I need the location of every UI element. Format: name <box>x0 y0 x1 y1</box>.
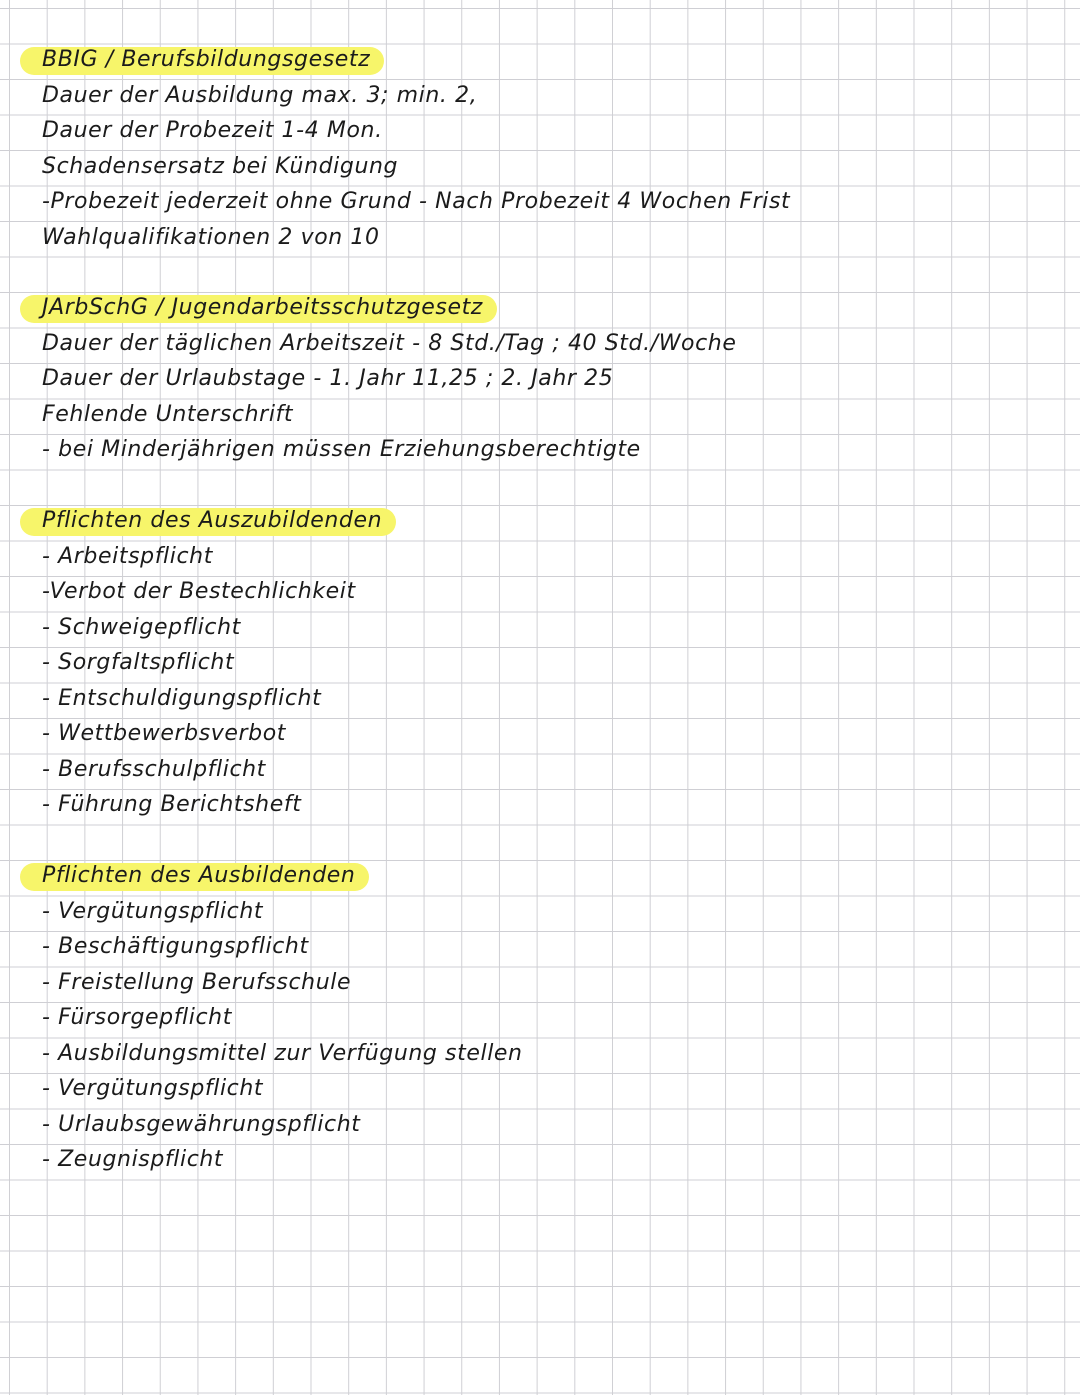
heading-text: JArbSchG / Jugendarbeitsschutzgesetz <box>42 295 483 320</box>
list-item: - Schweigepflicht <box>42 614 241 640</box>
list-item: - Vergütungspflicht <box>42 898 264 924</box>
note-line: Fehlende Unterschrift <box>42 401 294 427</box>
section-heading <box>42 503 382 539</box>
note-line: Dauer der Urlaubstage - 1. Jahr 11,25 ; 2. Jahr 25 <box>42 366 614 391</box>
section-bbig <box>42 42 1042 255</box>
list-item: - Wettbewerbsverbot <box>42 721 287 746</box>
section-heading-row <box>42 290 1042 326</box>
section-heading <box>42 42 370 78</box>
list-item: - Berufsschulpflicht <box>42 756 266 782</box>
list-item: - Urlaubsgewährungspflicht <box>42 1111 361 1137</box>
note-line: Schadensersatz bei Kündigung <box>42 153 399 179</box>
note-line: - bei Minderjährigen müssen Erziehungsberechtigte <box>42 437 641 462</box>
note-line: Dauer der täglichen Arbeitszeit - 8 Std./Tag ; 40 Std./Woche <box>42 330 737 356</box>
list-item: - Beschäftigungspflicht <box>42 934 309 959</box>
list-item: - Ausbildungsmittel zur Verfügung stellen <box>42 1040 523 1066</box>
note-line: Dauer der Ausbildung max. 3; min. 2, <box>42 82 478 108</box>
list-item: - Führung Berichtsheft <box>42 792 302 817</box>
list-item: - Freistellung Berufsschule <box>42 969 352 995</box>
list-item: - Arbeitspflicht <box>42 543 213 569</box>
section-jarbschg <box>42 290 1042 468</box>
list-item: -Verbot der Bestechlichkeit <box>42 579 356 604</box>
section-pflichten-ausbildender <box>42 858 1042 1178</box>
section-heading <box>42 858 355 894</box>
section-pflichten-auszubildender <box>42 503 1042 823</box>
list-item: - Sorgfaltspflicht <box>42 650 235 675</box>
note-line: -Probezeit jederzeit ohne Grund - Nach Probezeit 4 Wochen Frist <box>42 189 791 214</box>
list-item: - Entschuldigungspflicht <box>42 685 322 711</box>
list-item: - Fürsorgepflicht <box>42 1005 232 1030</box>
note-line: Dauer der Probezeit 1-4 Mon. <box>42 118 383 143</box>
section-heading <box>42 290 483 326</box>
list-item: - Vergütungspflicht <box>42 1076 264 1101</box>
list-item: - Zeugnispflicht <box>42 1147 224 1172</box>
section-heading-row <box>42 858 1042 894</box>
note-line: Wahlqualifikationen 2 von 10 <box>42 224 380 250</box>
heading-text: Pflichten des Auszubildenden <box>42 508 383 533</box>
heading-text: BBIG / Berufsbildungsgesetz <box>42 47 371 72</box>
section-heading-row <box>42 503 1042 539</box>
section-heading-row <box>42 42 1042 78</box>
heading-text: Pflichten des Ausbildenden <box>42 863 356 888</box>
